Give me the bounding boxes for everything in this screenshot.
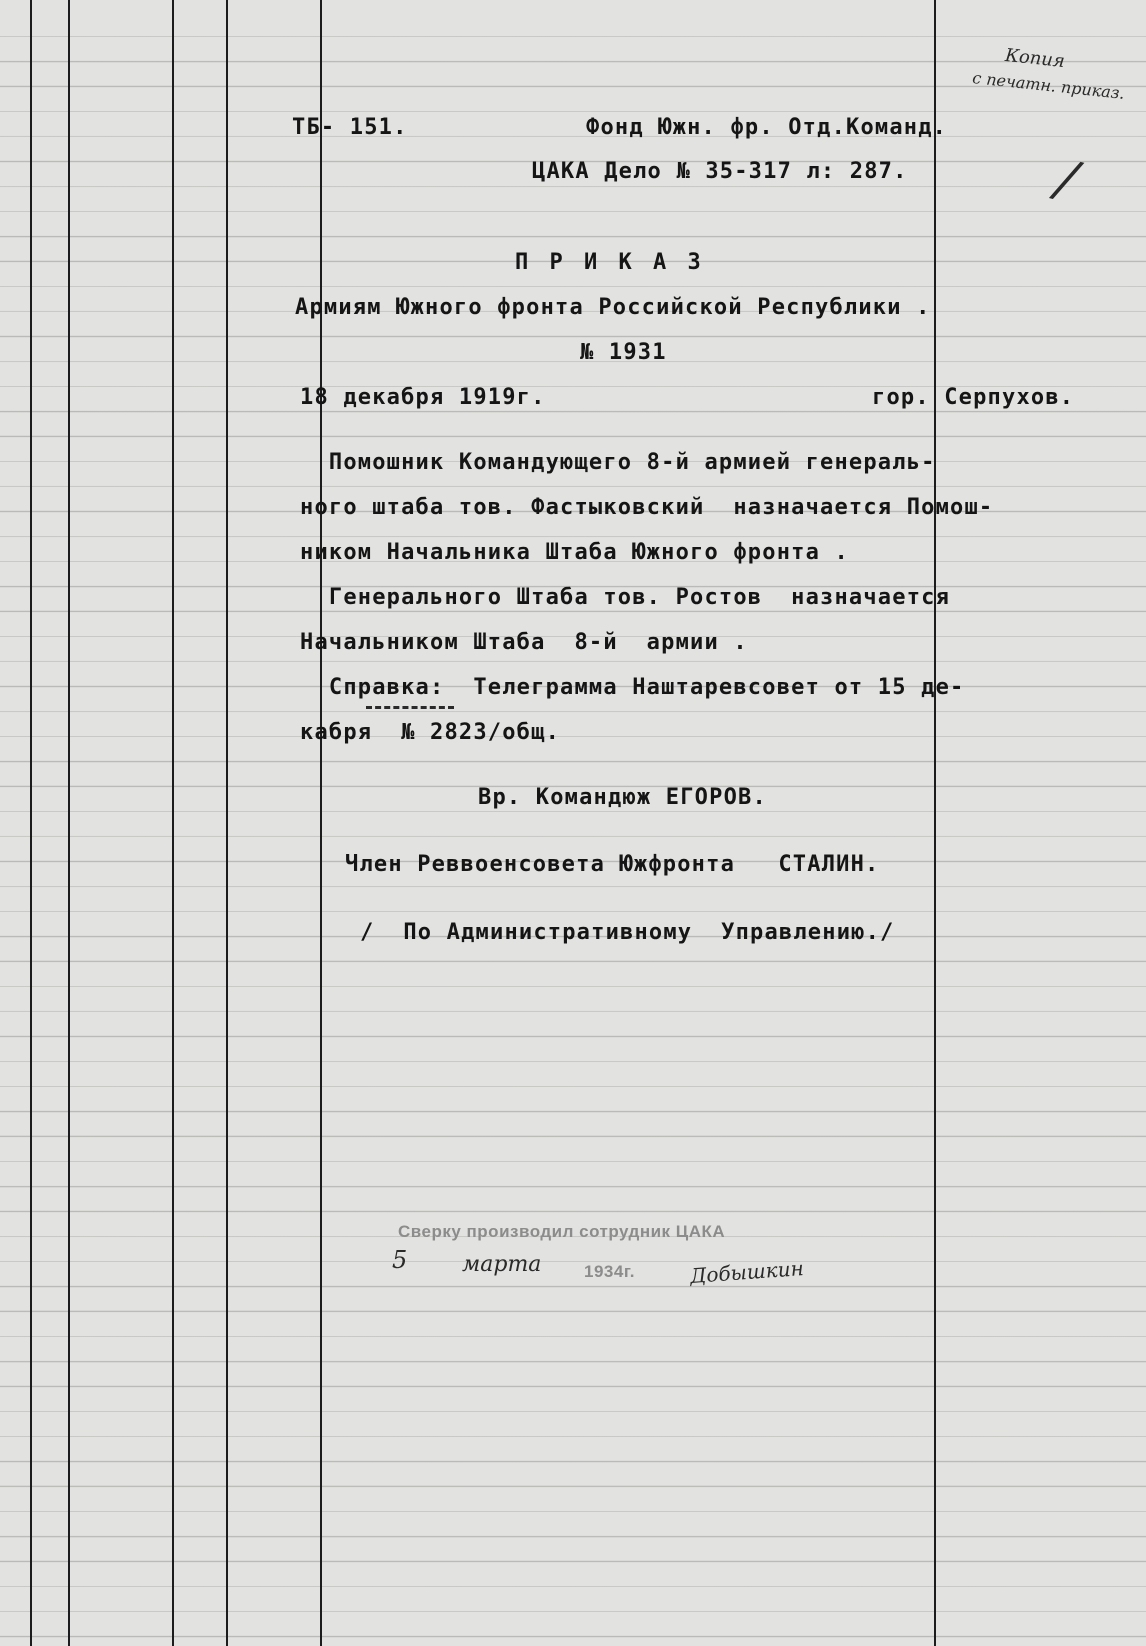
body-line: Начальником Штаба 8-й армии . [300,630,748,655]
body-line: ного штаба тов. Фастыковский назначается Помош- [300,495,994,520]
document-code: ТБ- 151. [292,115,408,140]
verifier-signature: Добышкин [689,1256,805,1288]
verification-stamp: Сверку производил сотрудник ЦАКА [398,1222,726,1241]
order-date: 18 декабря 1919г. [300,385,546,410]
margin-line [320,0,322,1646]
body-line: Генерального Штаба тов. Ростов назначается [300,585,951,610]
margin-line [172,0,174,1646]
body-line: ником Начальника Штаба Южного фронта . [300,540,849,565]
document-heading: П Р И К А З [515,250,705,275]
rvs-member-signature: Член Реввоенсовета Южфронта СТАЛИН. [345,852,880,877]
margin-line [30,0,32,1646]
fund-reference: Фонд Южн. фр. Отд.Команд. [586,115,948,140]
check-mark: / [1051,148,1083,212]
verification-year: 1934г. [584,1262,635,1281]
handwritten-underline [366,706,454,709]
commander-signature: Вр. Командюж ЕГОРОВ. [478,785,767,810]
verification-month: марта [462,1252,542,1277]
addressee-line: Армиям Южного фронта Российской Республики . [295,295,931,320]
administrative-department: / По Административному Управлению./ [360,920,895,945]
margin-line [68,0,70,1646]
verification-day: 5 [392,1246,408,1274]
order-number: № 1931 [580,340,667,365]
order-place: гор. Серпухов. [872,385,1075,410]
body-line: Помошник Командующего 8-й армией генераль- [300,450,936,475]
margin-line [934,0,936,1646]
body-line: Справка: Телеграмма Наштаревсовет от 15 де- [300,675,965,700]
margin-note-line1: Копия [1004,44,1066,73]
archive-reference: ЦАКА Дело № 35-317 л: 287. [532,159,908,184]
margin-line [226,0,228,1646]
margin-note-line2: с печатн. приказ. [971,68,1126,103]
body-line: кабря № 2823/общ. [300,720,561,745]
